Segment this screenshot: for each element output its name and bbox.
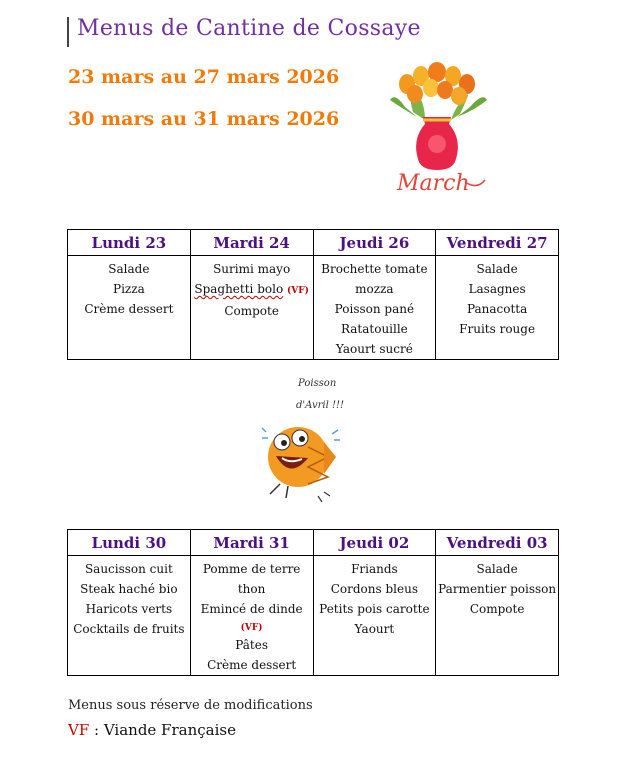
motion-marks	[318, 492, 330, 502]
vase-decoration	[428, 135, 446, 153]
menu-item: Salade	[476, 562, 518, 576]
fish-caption-line-2: d'Avril !!!	[296, 400, 345, 411]
menu-item: Compote	[224, 304, 279, 318]
menu-item: Brochette tomate	[321, 262, 428, 276]
vf-badge: (VF)	[287, 286, 309, 296]
menu-item: Pomme de terre	[202, 562, 301, 576]
legend-code: VF	[68, 721, 90, 739]
menu-cell-vendredi-03	[436, 556, 559, 676]
menu-item: Crème dessert	[84, 302, 174, 316]
legend-separator: :	[89, 721, 104, 739]
header-vendredi-03: Vendredi 03	[436, 530, 559, 556]
menu-item: Yaourt	[354, 622, 395, 636]
menu-item: Steak haché bio	[80, 582, 178, 596]
menu-cell-mardi-24	[190, 256, 313, 360]
week-range-1: 23 mars au 27 mars 2026	[68, 66, 340, 88]
menu-cell-lundi-30	[68, 556, 191, 676]
menu-item: Poisson pané	[334, 302, 415, 316]
menu-cell-jeudi-02	[313, 556, 436, 676]
menu-item-text: Spaghetti bolo	[194, 282, 284, 296]
header-mardi-31: Mardi 31	[190, 530, 313, 556]
disclaimer-note: Menus sous réserve de modifications	[68, 698, 313, 713]
menu-item: Salade	[476, 262, 518, 276]
menu-item	[191, 279, 313, 301]
menu-item: Pizza	[113, 282, 145, 296]
fish-pupil	[281, 440, 287, 446]
fish-feet	[270, 484, 288, 498]
menu-item: Saucisson cuit	[84, 562, 173, 576]
menu-item: Panacotta	[466, 302, 528, 316]
menu-item: Fruits rouge	[459, 322, 536, 336]
tulip-flower	[451, 87, 467, 105]
march-caption: March	[397, 171, 470, 196]
header-mardi-24: Mardi 24	[190, 230, 313, 256]
menu-item: Surimi mayo	[213, 262, 291, 276]
menu-table-week-1	[67, 229, 559, 360]
header-vendredi-27: Vendredi 27	[436, 230, 559, 256]
menu-item: Pâtes	[235, 638, 269, 652]
tulips-illustration	[385, 62, 490, 197]
menu-item-vf	[191, 619, 313, 635]
tulip-flower	[423, 79, 439, 97]
header-jeudi-26: Jeudi 26	[313, 230, 436, 256]
menu-item: Parmentier poisson	[438, 582, 557, 596]
menu-cell-lundi-23	[68, 256, 191, 360]
legend-text: Viande Française	[103, 721, 236, 739]
fish-fin	[324, 442, 336, 474]
menu-item: Ratatouille	[340, 322, 408, 336]
menu-item: Cordons bleus	[330, 582, 418, 596]
tulip-flower	[437, 81, 453, 99]
tulip-flower	[428, 62, 446, 82]
menu-item: Yaourt sucré	[335, 342, 413, 356]
fish-pupil	[299, 436, 305, 442]
header-lundi-30: Lundi 30	[68, 530, 191, 556]
menu-cell-jeudi-26	[313, 256, 436, 360]
menu-cell-mardi-31	[190, 556, 313, 676]
menu-item: mozza	[355, 282, 394, 296]
menu-table-week-2	[67, 529, 559, 676]
menu-item: Crème dessert	[207, 658, 297, 672]
april-fish-illustration	[258, 372, 370, 512]
menu-item: Salade	[108, 262, 150, 276]
menu-item: Compote	[469, 602, 525, 616]
menu-item: Haricots verts	[85, 602, 173, 616]
menu-item: Emincé de dinde	[200, 602, 303, 616]
tulip-flower	[407, 85, 423, 103]
splash-marks	[262, 428, 268, 438]
week-range-2: 30 mars au 31 mars 2026	[68, 108, 340, 130]
header-lundi-23: Lundi 23	[68, 230, 191, 256]
title-vertical-bar	[67, 17, 69, 47]
menu-item: Cocktails de fruits	[73, 622, 185, 636]
splash-marks	[332, 430, 340, 440]
menu-item: thon	[237, 582, 266, 596]
header-jeudi-02: Jeudi 02	[313, 530, 436, 556]
page-title: Menus de Cantine de Cossaye	[77, 16, 421, 41]
menu-item: Friands	[351, 562, 398, 576]
fish-caption-line-1: Poisson	[298, 378, 337, 389]
vf-legend	[68, 721, 236, 739]
menu-item: Lasagnes	[468, 282, 526, 296]
menu-cell-vendredi-27	[436, 256, 559, 360]
vf-badge: (VF)	[240, 623, 263, 633]
menu-item: Petits pois carotte	[319, 602, 430, 616]
